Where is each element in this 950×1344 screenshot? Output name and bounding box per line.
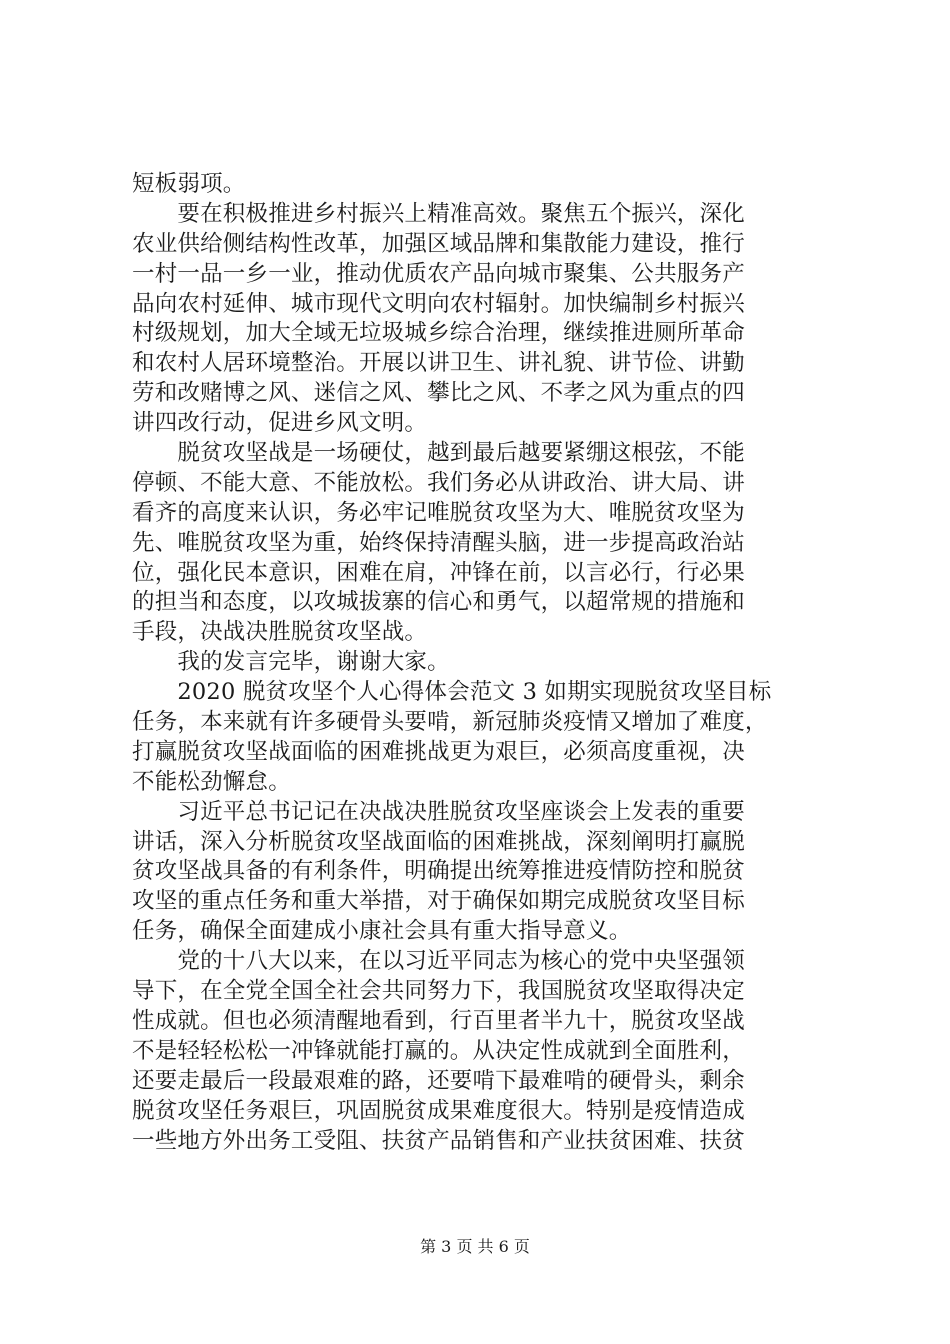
text-line: 一些地方外出务工受阻、扶贫产品销售和产业扶贫困难、扶贫 [132,1127,745,1154]
text-line: 贫攻坚战具备的有利条件，明确提出统筹推进疫情防控和脱贫 [132,858,745,885]
text-line: 位，强化民本意识，困难在肩，冲锋在前，以言必行，行必果 [132,559,745,586]
text-line: 性成就。但也必须清醒地看到，行百里者半九十，脱贫攻坚战 [132,1007,745,1034]
text-line: 习近平总书记记在决战决胜脱贫攻坚座谈会上发表的重要 [132,798,745,825]
text-line: 脱贫攻坚战是一场硬仗，越到最后越要紧绷这根弦，不能 [132,440,745,467]
text-line: 我的发言完毕，谢谢大家。 [132,649,450,676]
text-line: 的担当和态度，以攻城拔寨的信心和勇气，以超常规的措施和 [132,589,745,616]
text-line: 短板弱项。 [132,171,246,197]
text-line: 品向农村延伸、城市现代文明向农村辐射。加快编制乡村振兴 [132,290,745,317]
text-line: 任务，本来就有许多硬骨头要啃，新冠肺炎疫情又增加了难度， [132,709,768,736]
text-line: 要在积极推进乡村振兴上精准高效。聚焦五个振兴，深化 [132,200,745,227]
text-line: 一村一品一乡一业，推动优质农产品向城市聚集、公共服务产 [132,260,745,287]
text-line: 攻坚的重点任务和重大举措，对于确保如期完成脱贫攻坚目标 [132,888,745,915]
text-line: 任务，确保全面建成小康社会具有重大指导意义。 [132,918,632,945]
text-line: 2020 脱贫攻坚个人心得体会范文 3 如期实现脱贫攻坚目标 [132,679,772,706]
text-line: 先、唯脱贫攻坚为重，始终保持清醒头脑，进一步提高政治站 [132,529,745,556]
text-line: 农业供给侧结构性改革，加强区域品牌和集散能力建设，推行 [132,230,745,257]
text-line: 手段，决战决胜脱贫攻坚战。 [132,619,428,646]
text-line: 党的十八大以来，在以习近平同志为核心的党中央坚强领 [132,948,745,975]
text-line: 停顿、不能大意、不能放松。我们务必从讲政治、讲大局、讲 [132,469,745,496]
text-line: 看齐的高度来认识，务必牢记唯脱贫攻坚为大、唯脱贫攻坚为 [132,499,745,526]
text-line: 不能松劲懈怠。 [132,768,291,795]
text-line: 和农村人居环境整治。开展以讲卫生、讲礼貌、讲节俭、讲勤 [132,350,745,377]
text-line: 还要走最后一段最艰难的路，还要啃下最难啃的硬骨头，剩余 [132,1067,745,1094]
text-line: 村级规划，加大全域无垃圾城乡综合治理，继续推进厕所革命 [132,320,745,347]
text-line: 导下，在全党全国全社会共同努力下，我国脱贫攻坚取得决定 [132,978,745,1005]
document-body [132,170,832,1156]
text-line: 打赢脱贫攻坚战面临的困难挑战更为艰巨，必须高度重视，决 [132,738,745,765]
text-line: 劳和改赌博之风、迷信之风、攀比之风、不孝之风为重点的四 [132,380,745,407]
text-line: 讲四改行动，促进乡风文明。 [132,410,428,437]
page-number: 第 3 页 共 6 页 [420,1237,530,1256]
text-line: 讲话，深入分析脱贫攻坚战面临的困难挑战，深刻阐明打赢脱 [132,828,745,855]
text-line: 脱贫攻坚任务艰巨，巩固脱贫成果难度很大。特别是疫情造成 [132,1097,745,1124]
text-line: 不是轻轻松松一冲锋就能打赢的。从决定性成就到全面胜利， [132,1037,745,1064]
